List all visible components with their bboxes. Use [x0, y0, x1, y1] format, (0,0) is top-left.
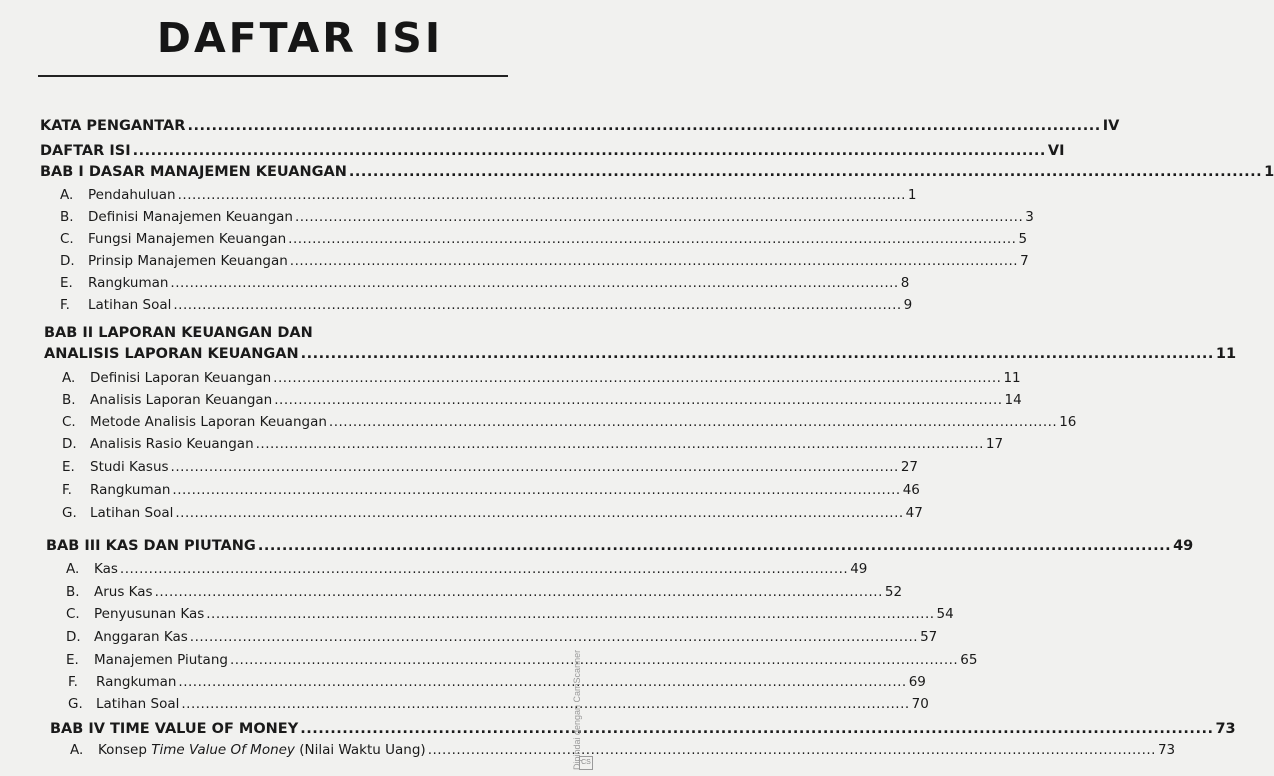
dot-leader: ........................................................................................................................................................ [189, 629, 919, 645]
toc-subentry[interactable] [60, 209, 1034, 225]
toc-subentry[interactable] [68, 674, 926, 690]
dot-leader: ........................................................................................................................................................ [229, 652, 959, 668]
entry-letter: D. [62, 436, 77, 452]
entry-page-number: 70 [911, 696, 929, 712]
entry-label: Anggaran Kas [94, 629, 188, 645]
entry-page-number: 5 [1018, 231, 1028, 247]
entry-letter: C. [60, 231, 74, 247]
toc-subentry[interactable] [70, 742, 1176, 758]
entry-label: BAB III KAS DAN PIUTANG [46, 538, 256, 554]
toc-entry-bab-3[interactable] [46, 538, 1194, 554]
dot-leader: ........................................................................................................................................................ [206, 606, 935, 622]
toc-subentry[interactable] [60, 187, 917, 203]
entry-label: ANALISIS LAPORAN KEUANGAN [44, 346, 299, 362]
entry-label: Latihan Soal [90, 505, 174, 521]
dot-leader: ........................................................................................................................................................ [172, 482, 901, 498]
toc-subentry[interactable] [66, 652, 978, 668]
dot-leader: ........................................................................................................................................................ [175, 505, 904, 521]
entry-label: Rangkuman [88, 275, 169, 291]
toc-subentry[interactable] [60, 253, 1029, 269]
dot-leader: ........................................................................................................................................................ [187, 118, 1101, 134]
toc-subentry[interactable] [66, 561, 868, 577]
entry-page-number: 49 [1173, 538, 1194, 554]
entry-letter: A. [70, 742, 84, 758]
entry-label: Analisis Laporan Keuangan [90, 392, 273, 408]
entry-letter: D. [60, 253, 75, 269]
entry-page-number: 73 [1157, 742, 1176, 758]
entry-label: DAFTAR ISI [40, 143, 131, 159]
entry-page-number: 69 [908, 674, 926, 690]
dot-leader: ........................................................................................................................................................ [170, 459, 899, 475]
toc-subentry[interactable] [60, 231, 1028, 247]
scanner-watermark-text: Dipindai dengan CamScanner [572, 649, 582, 770]
dot-leader: ........................................................................................................................................................ [178, 674, 907, 690]
entry-letter: C. [66, 606, 80, 622]
toc-subentry[interactable] [66, 606, 954, 622]
toc-subentry[interactable] [62, 414, 1077, 430]
entry-letter: F. [62, 482, 72, 498]
entry-page-number: 52 [884, 584, 903, 600]
entry-page-number: 54 [936, 606, 954, 622]
entry-letter: A. [62, 370, 76, 386]
entry-page-number: IV [1102, 118, 1120, 134]
entry-page-number: VI [1047, 143, 1065, 159]
entry-letter: F. [68, 674, 78, 690]
dot-leader: ........................................................................................................................................................ [300, 346, 1214, 362]
toc-subentry[interactable] [62, 370, 1021, 386]
entry-page-number: 11 [1215, 346, 1237, 362]
dot-leader: ........................................................................................................................................................ [177, 187, 906, 203]
entry-page-number: 8 [900, 275, 910, 291]
entry-page-number: 16 [1059, 414, 1077, 430]
entry-label: Prinsip Manajemen Keuangan [88, 253, 288, 269]
entry-letter: B. [66, 584, 80, 600]
dot-leader: ........................................................................................................................................................ [348, 164, 1263, 180]
dot-leader: ........................................................................................................................................................ [288, 231, 1017, 247]
entry-letter: G. [62, 505, 77, 521]
entry-label: Kas [94, 561, 118, 577]
dot-leader: ........................................................................................................................................................ [119, 561, 849, 577]
entry-label: Rangkuman [96, 674, 177, 690]
entry-page-number: 57 [920, 629, 938, 645]
entry-label: Definisi Laporan Keuangan [90, 370, 272, 386]
toc-subentry[interactable] [60, 297, 913, 313]
entry-label-suffix: (Nilai Waktu Uang) [294, 742, 426, 758]
dot-leader: ........................................................................................................................................................ [273, 370, 1002, 386]
entry-label: Definisi Manajemen Keuangan [88, 209, 293, 225]
toc-subentry[interactable] [68, 696, 929, 712]
dot-leader: ........................................................................................................................................................ [255, 436, 984, 452]
entry-label: Metode Analisis Laporan Keuangan [90, 414, 327, 430]
entry-label: Rangkuman [90, 482, 171, 498]
entry-letter: A. [60, 187, 74, 203]
entry-page-number: 9 [903, 297, 913, 313]
entry-page-number: 49 [850, 561, 868, 577]
dot-leader: ........................................................................................................................................................ [257, 538, 1172, 554]
toc-subentry[interactable] [62, 459, 919, 475]
entry-label: Analisis Rasio Keuangan [90, 436, 254, 452]
toc-subentry[interactable] [62, 482, 920, 498]
entry-page-number: 1 [907, 187, 917, 203]
entry-page-number: 46 [902, 482, 920, 498]
toc-subentry[interactable] [60, 275, 910, 291]
toc-subentry[interactable] [66, 584, 903, 600]
dot-leader: ........................................................................................................................................................ [132, 143, 1046, 159]
entry-page-number: 1 [1264, 164, 1274, 180]
camscanner-icon: CS [579, 756, 593, 770]
entry-letter: G. [68, 696, 83, 712]
toc-subentry[interactable] [62, 505, 923, 521]
entry-page-number: 11 [1003, 370, 1021, 386]
entry-letter: E. [62, 459, 75, 475]
dot-leader: ........................................................................................................................................................ [274, 392, 1003, 408]
dot-leader: ........................................................................................................................................................ [173, 297, 902, 313]
entry-letter: A. [66, 561, 80, 577]
entry-label: BAB IV TIME VALUE OF MONEY [50, 721, 299, 737]
entry-label: Manajemen Piutang [94, 652, 228, 668]
dot-leader: ........................................................................................................................................................ [294, 209, 1024, 225]
page-title: DAFTAR ISI [156, 14, 444, 62]
dot-leader: ........................................................................................................................................................ [154, 584, 883, 600]
entry-label-italic: Time Value Of Money [151, 742, 295, 758]
toc-entry-kata-pengantar[interactable] [40, 118, 1120, 134]
entry-letter: B. [60, 209, 74, 225]
toc-entry-bab-4[interactable] [50, 721, 1236, 737]
toc-entry-bab-2[interactable] [44, 346, 1237, 362]
entry-label: Pendahuluan [88, 187, 176, 203]
dot-leader: ........................................................................................................................................................ [170, 275, 899, 291]
entry-letter: E. [66, 652, 79, 668]
entry-letter: C. [62, 414, 76, 430]
entry-page-number: 17 [985, 436, 1004, 452]
scanner-watermark [572, 610, 592, 770]
dot-leader: ........................................................................................................................................................ [427, 742, 1156, 758]
entry-letter: B. [62, 392, 76, 408]
entry-page-number: 14 [1004, 392, 1022, 408]
entry-page-number: 65 [960, 652, 978, 668]
dot-leader: ........................................................................................................................................................ [328, 414, 1058, 430]
toc-subentry[interactable] [62, 436, 1004, 452]
dot-leader: ........................................................................................................................................................ [300, 721, 1214, 737]
toc-entry-daftar-isi[interactable] [40, 143, 1065, 159]
dot-leader: ........................................................................................................................................................ [289, 253, 1019, 269]
entry-label: Fungsi Manajemen Keuangan [88, 231, 287, 247]
entry-page-number: 27 [900, 459, 919, 475]
entry-label: Penyusunan Kas [94, 606, 205, 622]
toc-entry-bab-1[interactable] [40, 164, 1274, 180]
toc-subentry[interactable] [66, 629, 938, 645]
entry-page-number: 73 [1215, 721, 1236, 737]
entry-label: Studi Kasus [90, 459, 169, 475]
entry-page-number: 7 [1020, 253, 1029, 269]
dot-leader: ........................................................................................................................................................ [181, 696, 910, 712]
toc-subentry[interactable] [62, 392, 1022, 408]
entry-label: Latihan Soal [88, 297, 172, 313]
entry-page-number: 47 [905, 505, 923, 521]
entry-label: Arus Kas [94, 584, 153, 600]
entry-letter: E. [60, 275, 73, 291]
toc-entry-bab-2-line1[interactable]: BAB II LAPORAN KEUANGAN DAN [44, 325, 313, 341]
entry-label: KATA PENGANTAR [40, 118, 186, 134]
entry-page-number: 3 [1025, 209, 1034, 225]
entry-label: BAB I DASAR MANAJEMEN KEUANGAN [40, 164, 347, 180]
entry-letter: F. [60, 297, 70, 313]
entry-label-prefix: Konsep [98, 742, 152, 758]
entry-letter: D. [66, 629, 81, 645]
entry-label: Latihan Soal [96, 696, 180, 712]
